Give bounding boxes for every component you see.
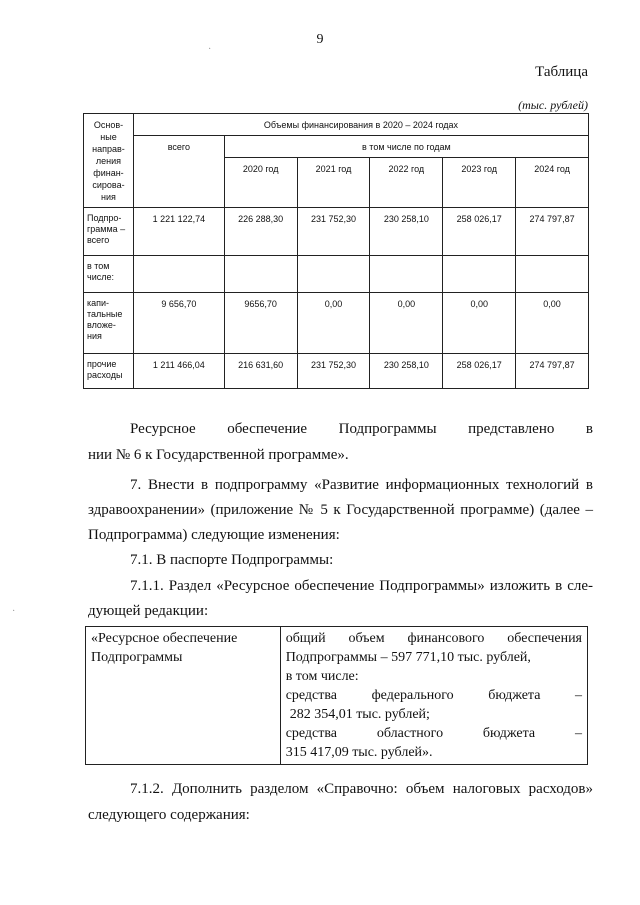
units-label: (тыс. рублей) — [518, 98, 588, 112]
value-cell: 1 211 466,04 — [133, 354, 224, 389]
paragraph-line: нии № 6 к Государственной программе». — [88, 447, 349, 463]
row-label: капи- тальные вложе- ния — [84, 293, 134, 354]
row-label: Подпро- грамма – всего — [84, 208, 134, 256]
row-header-cell: Основ- ные направ- ления финан- сирова- ния — [84, 114, 134, 208]
value-cell — [370, 256, 443, 293]
passport-table — [85, 626, 588, 765]
value-cell — [224, 256, 297, 293]
paragraph-line: Подпрограмма) следующие изменения: — [88, 527, 340, 543]
table-row — [84, 293, 589, 354]
passport-line: 315 417,09 тыс. рублей». — [285, 745, 433, 760]
row-label: прочие расходы — [84, 354, 134, 389]
value-cell: 1 221 122,74 — [133, 208, 224, 256]
value-cell: 274 797,87 — [516, 354, 589, 389]
passport-line: 282 354,01 тыс. рублей; — [289, 707, 430, 722]
value-cell — [297, 256, 370, 293]
passport-line: общий объем финансового обеспечения — [285, 631, 582, 646]
value-cell: 226 288,30 — [224, 208, 297, 256]
paragraph-line: 7. Внести в подпрограмму «Развитие информационных технологий в — [130, 477, 593, 493]
table-row — [84, 256, 589, 293]
total-header: всего — [133, 136, 224, 208]
volume-header: Объемы финансирования в 2020 – 2024 годах — [133, 114, 588, 136]
value-cell: 231 752,30 — [297, 354, 370, 389]
passport-line: средства федерального бюджета – — [285, 688, 582, 703]
passport-right-cell — [280, 627, 587, 765]
passport-label: «Ресурсное обеспечение — [91, 631, 238, 646]
financing-table — [83, 113, 589, 389]
page-number: 9 — [316, 32, 324, 47]
by-year-header: в том числе по годам — [224, 136, 588, 158]
row-label: в том числе: — [84, 256, 134, 293]
paragraph-line: 7.1. В паспорте Подпрограммы: — [130, 552, 334, 568]
year-header: 2024 год — [516, 158, 589, 208]
paragraph-line: 7.1.2. Дополнить разделом «Справочно: объем налоговых расходов» — [130, 781, 593, 797]
value-cell: 216 631,60 — [224, 354, 297, 389]
year-header: 2020 год — [224, 158, 297, 208]
passport-line: Подпрограммы – 597 771,10 тыс. рублей, — [285, 650, 531, 665]
value-cell: 9 656,70 — [133, 293, 224, 354]
table-row — [84, 208, 589, 256]
paragraph-line: Ресурсное обеспечение Подпрограммы представлено в — [130, 421, 593, 437]
paragraph-line: 7.1.1. Раздел «Ресурсное обеспечение Подпрограммы» изложить в сле- — [130, 578, 593, 594]
year-header: 2021 год — [297, 158, 370, 208]
value-cell: 230 258,10 — [370, 354, 443, 389]
table-caption: Таблица — [535, 64, 588, 80]
value-cell — [443, 256, 516, 293]
value-cell: 258 026,17 — [443, 354, 516, 389]
passport-left-cell — [86, 627, 281, 765]
year-header: 2023 год — [443, 158, 516, 208]
value-cell — [133, 256, 224, 293]
paragraph-line: дующей редакции: — [88, 603, 209, 619]
value-cell: 9656,70 — [224, 293, 297, 354]
value-cell: 258 026,17 — [443, 208, 516, 256]
value-cell: 0,00 — [443, 293, 516, 354]
year-header: 2022 год — [370, 158, 443, 208]
passport-line: средства областного бюджета – — [285, 726, 582, 741]
value-cell: 231 752,30 — [297, 208, 370, 256]
passport-label: Подпрограммы — [91, 650, 183, 665]
margin-dot-icon: · — [12, 606, 16, 617]
paragraph-line: здравоохранении» (приложение № 5 к Государственной программе) (далее – — [88, 502, 593, 518]
passport-line: в том числе: — [285, 669, 359, 684]
value-cell: 230 258,10 — [370, 208, 443, 256]
value-cell: 0,00 — [370, 293, 443, 354]
paragraph-line: следующего содержания: — [88, 807, 250, 823]
value-cell: 274 797,87 — [516, 208, 589, 256]
value-cell: 0,00 — [297, 293, 370, 354]
value-cell: 0,00 — [516, 293, 589, 354]
table-row — [84, 354, 589, 389]
value-cell — [516, 256, 589, 293]
margin-dot-icon: · — [208, 44, 212, 55]
